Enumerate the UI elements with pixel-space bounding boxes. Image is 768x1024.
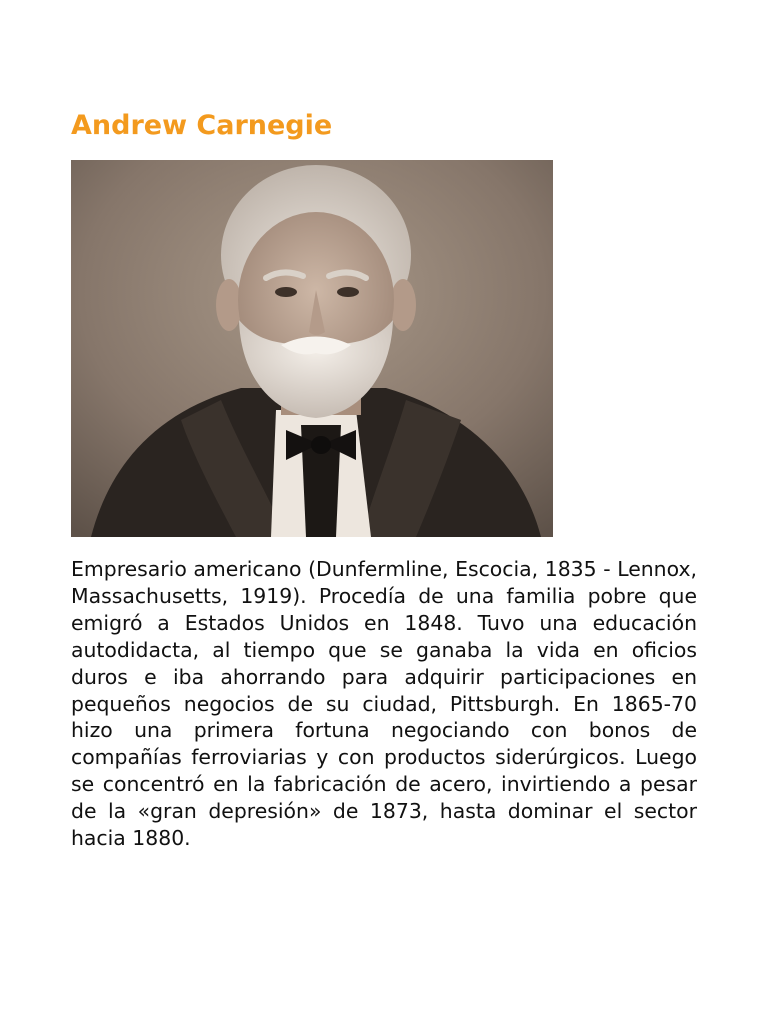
portrait-photo bbox=[71, 160, 553, 537]
biography-paragraph: Empresario americano (Dunfermline, Escocia, 1835 - Lennox, Massachusetts, 1919). Procedía de una familia pobre que emigró a Estados Unidos en 1848. Tuvo una educación autodidacta, al tiempo que se ganaba la vida en oficios duros e iba ahorrando para adquirir participaciones en pequeños negocios de su ciudad, Pittsburgh. En 1865-70 hizo una primera fortuna negociando con bonos de compañías ferroviarias y con productos siderúrgicos. Luego se concentró en la fabricación de acero, invirtiendo a pesar de la «gran depresión» de 1873, hasta dominar el sector hacia 1880. bbox=[71, 557, 697, 851]
portrait-image-icon bbox=[71, 160, 553, 537]
page-title: Andrew Carnegie bbox=[71, 110, 333, 141]
